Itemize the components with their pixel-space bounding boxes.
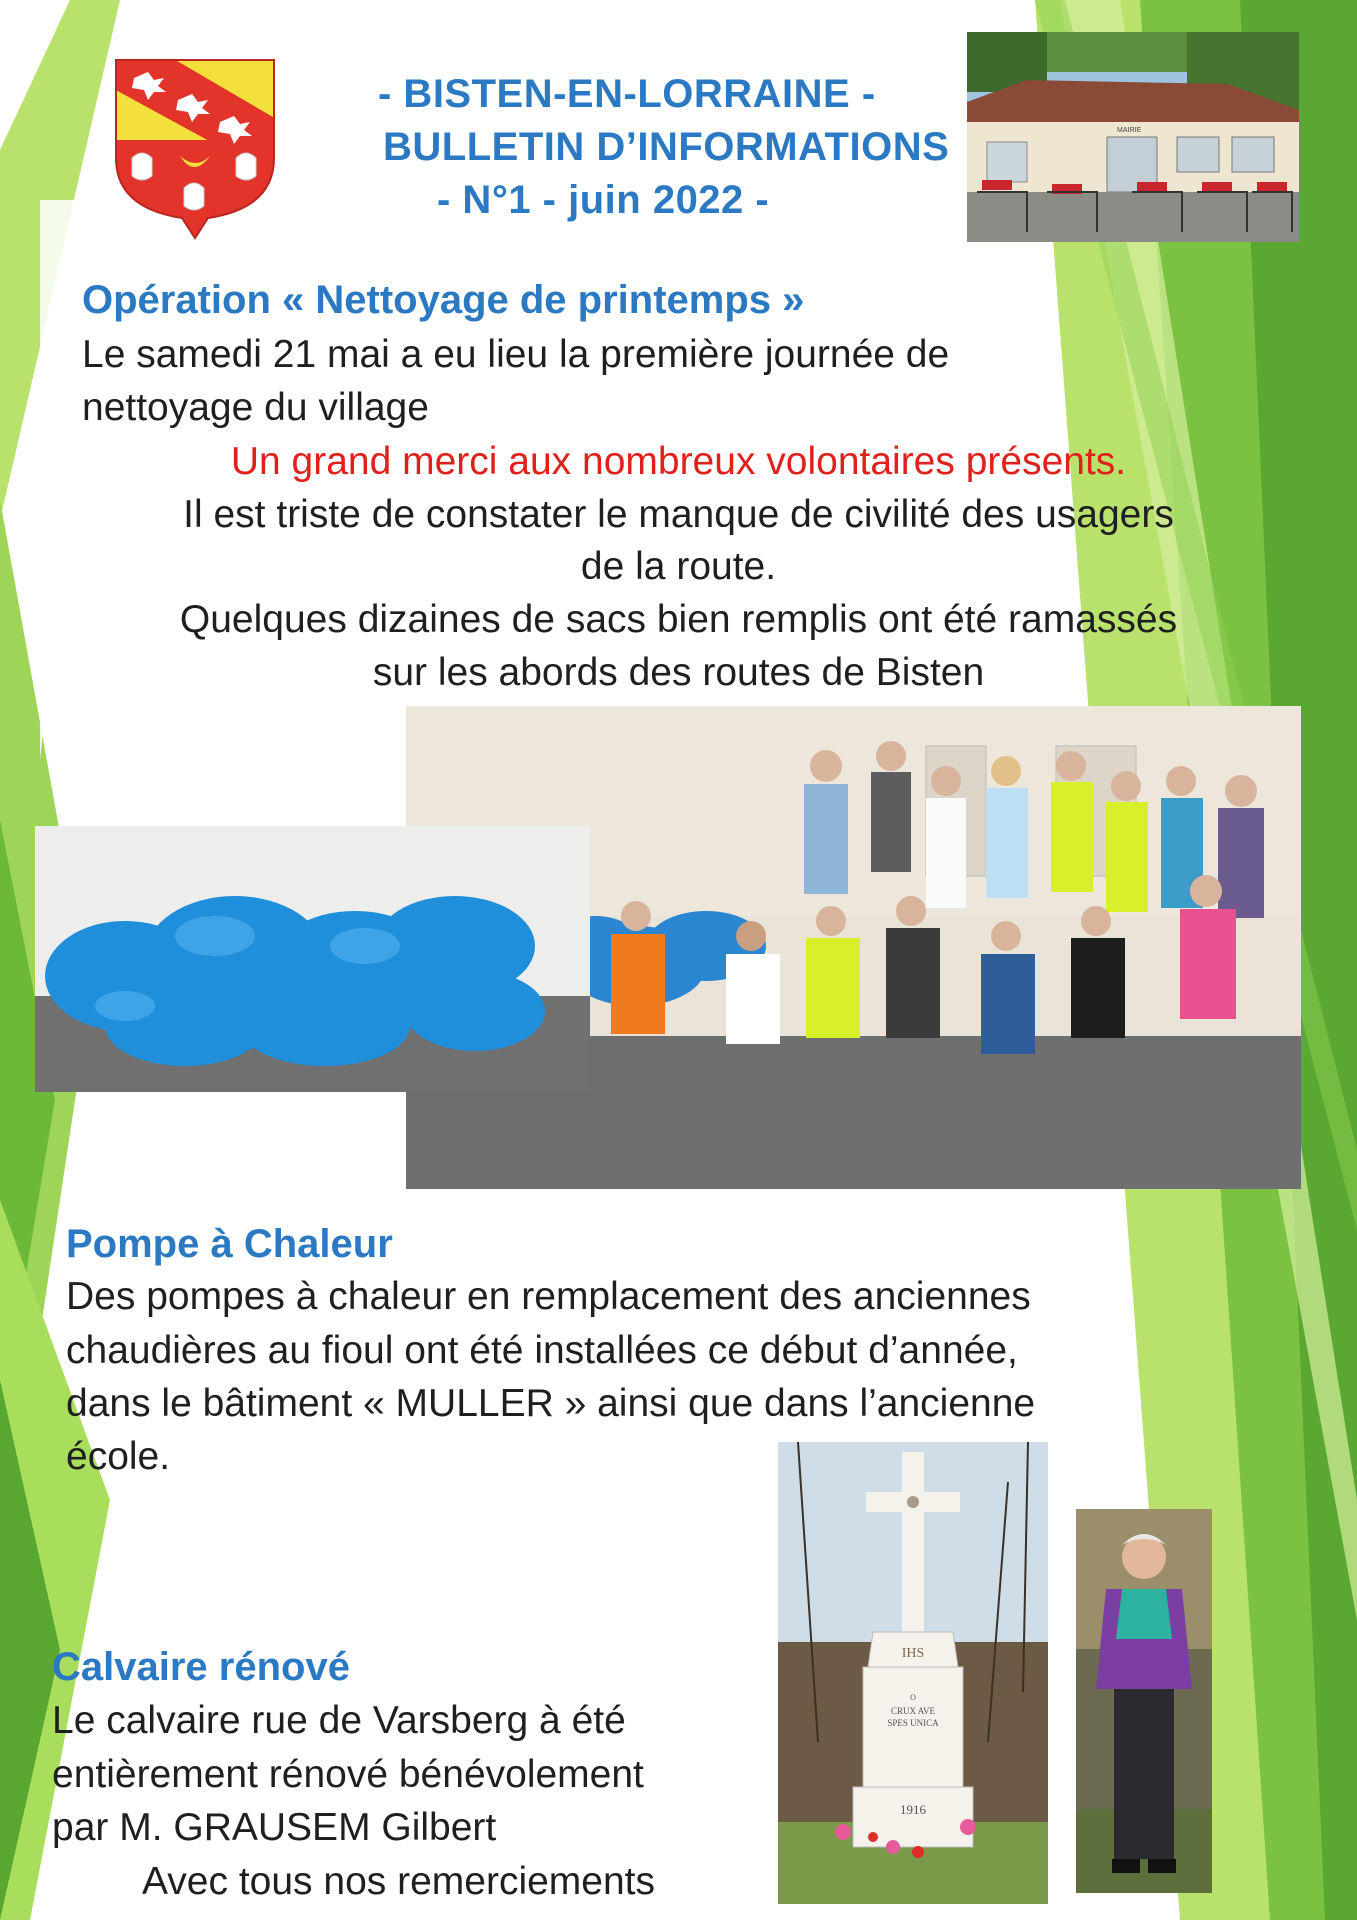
heat-pump-text-line1: Des pompes à chaleur en remplacement des anciennes [66,1275,1031,1318]
header-title-line2: BULLETIN D’INFORMATIONS [383,125,950,169]
cleanup-text-line3: Il est triste de constater le manque de civilité des usagers [183,493,1174,536]
cleanup-text-line6: sur les abords des routes de Bisten [372,651,985,694]
cross-text2: CRUX AVE [890,1706,936,1716]
town-hall-photo [967,32,1299,242]
heat-pump-text-line3: dans le bâtiment « MULLER » ainsi que dans l’ancienne [66,1382,1036,1425]
calvary-text-line2: entièrement rénové bénévolement [52,1753,644,1796]
cross-year: 1916 [900,1802,926,1817]
cross-text1: O [910,1693,916,1702]
heat-pump-text-line4: école. [66,1435,171,1478]
header-title-line3: - N°1 - juin 2022 - [437,178,770,222]
cleanup-text-line2: nettoyage du village [82,386,429,429]
calvary-thanks: Avec tous nos remerciements [142,1860,655,1903]
calvary-text-line1: Le calvaire rue de Varsberg à été [52,1699,626,1742]
cross-text3: SPES UNICA [887,1718,939,1728]
cleanup-text-line4: de la route. [580,545,777,588]
calvary-text-line3: par M. GRAUSEM Gilbert [52,1806,497,1849]
cleanup-text-line5: Quelques dizaines de sacs bien remplis ont été ramassés [179,598,1178,641]
volunteer-portrait-photo [1076,1509,1212,1893]
calvary-cross-photo [778,1442,1048,1904]
cross-ihs: IHS [901,1646,925,1661]
section-title-heat-pump: Pompe à Chaleur [66,1222,393,1266]
coat-of-arms-icon [112,58,278,240]
cleanup-text-line1: Le samedi 21 mai a eu lieu la première journée de [82,333,950,376]
trash-bags-photo [35,826,590,1092]
section-title-cleanup: Opération « Nettoyage de printemps » [82,278,805,322]
cleanup-thanks: Un grand merci aux nombreux volontaires présents. [230,440,1127,483]
heat-pump-text-line2: chaudières au fioul ont été installées ce début d’année, [66,1329,1018,1372]
header-title-line1: - BISTEN-EN-LORRAINE - [378,72,876,116]
section-title-calvary: Calvaire rénové [52,1645,350,1689]
mairie-sign: MAIRIE [1117,127,1142,134]
